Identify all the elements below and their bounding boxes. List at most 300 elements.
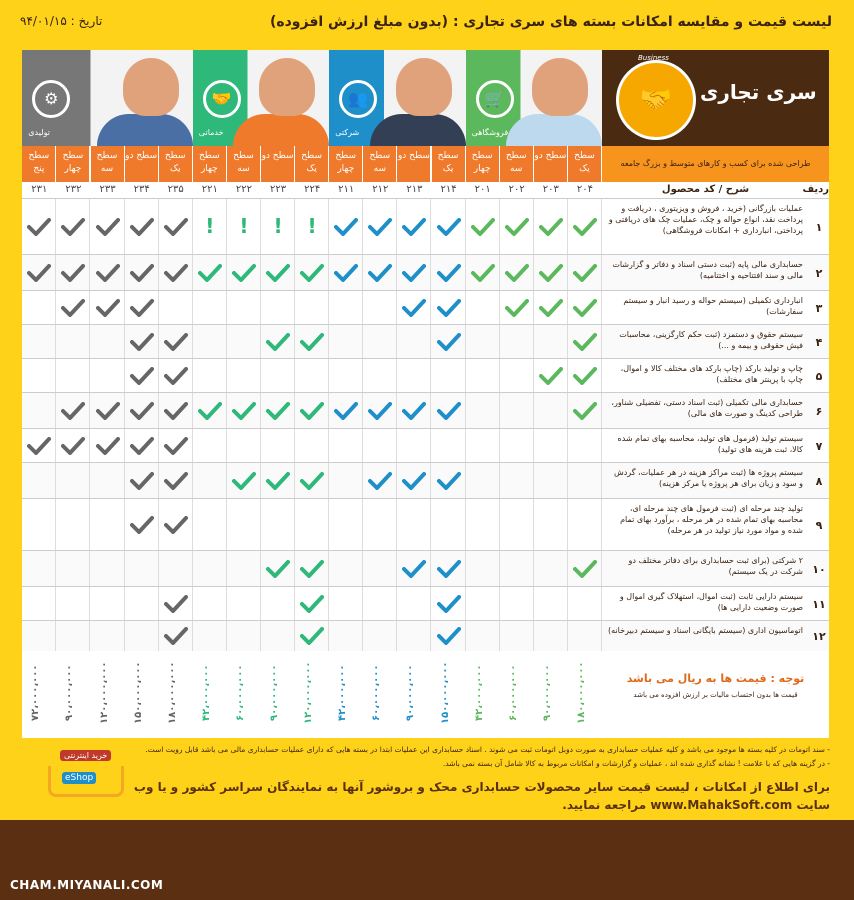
level-header: سطح پنج — [22, 146, 55, 182]
grid-cell — [22, 587, 56, 621]
check-icon — [164, 472, 188, 490]
grid-cell — [466, 499, 500, 551]
check-icon — [402, 264, 426, 282]
row-number: ۴ — [815, 335, 823, 349]
product-code: ۲۱۳ — [406, 184, 423, 195]
table-row — [22, 358, 829, 393]
grid-cell — [193, 291, 227, 325]
person-body — [370, 114, 466, 146]
level-header: سطح یک — [568, 146, 601, 182]
check-icon — [232, 472, 256, 490]
check-icon — [164, 516, 188, 534]
grid-cell — [22, 551, 56, 587]
price-value: ۱۵۰،۰۰۰،۰۰۰ — [439, 661, 451, 725]
feature-description: چاپ و تولید بارکد (چاپ بارکد های مختلف کالا و اموال، چاپ با پرینتر های مختلف) — [620, 364, 803, 384]
check-icon — [96, 437, 120, 455]
check-icon — [573, 367, 597, 385]
grid-cell — [227, 551, 261, 587]
grid-cell — [56, 463, 90, 499]
check-icon — [266, 560, 290, 578]
grid-cell — [22, 359, 56, 393]
check-icon — [402, 218, 426, 236]
grid-cell — [56, 621, 90, 651]
category-label: تولیدی — [28, 128, 50, 137]
price-note-title: توجه : قیمت ها به ریال می باشد — [626, 672, 805, 685]
check-icon — [61, 299, 85, 317]
grid-cell — [22, 621, 56, 651]
grid-cell — [91, 551, 125, 587]
check-icon — [130, 264, 154, 282]
grid-cell — [261, 587, 295, 621]
grid-cell — [22, 463, 56, 499]
level-header: سطح دو — [397, 146, 430, 182]
handshake-icon: 🤝 — [616, 60, 696, 140]
product-code: ۲۱۴ — [440, 184, 457, 195]
price-value: ۹۰،۰۰۰،۰۰۰ — [541, 664, 553, 722]
row-number: ۶ — [815, 404, 823, 418]
grid-cell — [261, 359, 295, 393]
check-icon — [96, 402, 120, 420]
grid-cell — [432, 499, 466, 551]
person-photo — [532, 58, 588, 116]
check-icon — [61, 218, 85, 236]
product-code: ۲۱۲ — [372, 184, 389, 195]
feature-description: ۲ شرکتی (برای ثبت حسابداری برای دفاتر مختلف دو شرکت در یک سیستم) — [628, 556, 803, 576]
check-icon — [368, 472, 392, 490]
grid-cell — [363, 551, 397, 587]
check-icon — [266, 472, 290, 490]
grid-cell — [568, 429, 602, 463]
people-icon: 👥 — [339, 80, 377, 118]
feature-description: سیستم تولید (فرمول های تولید، محاسبه بهای تمام شده کالا، ثبت هزینه های تولید) — [617, 434, 803, 454]
grid-cell — [397, 429, 431, 463]
check-icon — [334, 402, 358, 420]
check-icon — [164, 264, 188, 282]
grid-cell — [500, 551, 534, 587]
check-icon — [539, 299, 563, 317]
shop-label: خرید اینترنتی — [60, 750, 111, 761]
price-value: ۱۸۰،۰۰۰،۰۰۰ — [575, 661, 587, 725]
category-label: فروشگاهی — [471, 128, 509, 137]
grid-cell — [534, 587, 568, 621]
check-icon — [61, 402, 85, 420]
product-code: ۲۰۴ — [576, 184, 593, 195]
level-header: سطح دو — [534, 146, 567, 182]
person-photo — [259, 58, 315, 116]
check-icon — [573, 264, 597, 282]
check-icon — [437, 218, 461, 236]
check-icon — [27, 218, 51, 236]
check-icon — [266, 333, 290, 351]
feature-description: تولید چند مرحله ای (ثبت فرمول های چند مرحله ای، محاسبه بهای تمام شده در هر مرحله ، برآورد بهای تمام شده و مواد مورد نیاز تولید در هر مرحله) — [620, 504, 803, 535]
grid-cell — [56, 587, 90, 621]
check-icon — [573, 218, 597, 236]
check-icon — [573, 333, 597, 351]
grid-cell — [22, 325, 56, 359]
check-icon — [539, 264, 563, 282]
price-value: ۱۸۰،۰۰۰،۰۰۰ — [166, 661, 178, 725]
price-value: ۹۰،۰۰۰،۰۰۰ — [269, 664, 280, 722]
table-row — [22, 198, 829, 255]
brand-intro: طراحی شده برای کسب و کارهای متوسط و بزرگ جامعه — [602, 146, 829, 182]
check-icon — [437, 472, 461, 490]
grid-cell — [329, 463, 363, 499]
grid-cell — [125, 587, 159, 621]
product-code: ۲۲۱ — [201, 184, 218, 195]
level-header: سطح یک — [432, 146, 465, 182]
grid-cell — [227, 291, 261, 325]
check-icon — [232, 264, 256, 282]
check-icon — [334, 264, 358, 282]
grid-cell — [329, 587, 363, 621]
grid-cell — [363, 325, 397, 359]
check-icon — [164, 402, 188, 420]
check-icon — [471, 218, 495, 236]
price-value: ۱۲۰،۰۰۰،۰۰۰ — [98, 661, 110, 725]
person-body — [97, 114, 193, 146]
grid-cell — [261, 291, 295, 325]
feature-description: اتوماسیون اداری (سیستم بایگانی اسناد و سیستم دبیرخانه) — [608, 626, 803, 635]
exclamation-icon: ! — [307, 214, 317, 238]
category-band-2 — [193, 50, 329, 146]
table-row — [22, 620, 829, 651]
table-row — [22, 254, 829, 291]
grid-cell — [397, 587, 431, 621]
grid-cell — [568, 621, 602, 651]
price-value: ۶۰،۰۰۰،۰۰۰ — [507, 664, 519, 722]
grid-cell — [329, 551, 363, 587]
product-code: ۲۳۳ — [99, 184, 116, 195]
check-icon — [266, 264, 290, 282]
product-code: ۲۰۲ — [508, 184, 525, 195]
check-icon — [130, 437, 154, 455]
grid-cell — [500, 359, 534, 393]
product-code: ۲۳۲ — [65, 184, 82, 195]
row-number: ۷ — [815, 439, 823, 453]
grid-cell — [500, 429, 534, 463]
product-code: ۲۲۴ — [304, 184, 321, 195]
grid-cell — [466, 463, 500, 499]
grid-cell — [159, 291, 193, 325]
table-row — [22, 428, 829, 463]
grid-cell — [22, 393, 56, 429]
top-bar — [0, 0, 854, 44]
grid-cell — [125, 551, 159, 587]
price-note-sub: قیمت ها بدون احتساب مالیات بر ارزش افزوده می باشد — [633, 691, 798, 699]
check-icon — [96, 299, 120, 317]
check-icon — [300, 333, 324, 351]
exclamation-icon: ! — [205, 214, 215, 238]
price-value: ۷۲،۰۰۰،۰۰۰ — [30, 664, 42, 722]
brand-tagline: Business — [638, 54, 669, 62]
grid-cell — [125, 621, 159, 651]
exclamation-icon: ! — [273, 214, 283, 238]
product-code: ۲۰۱ — [474, 184, 491, 195]
check-icon — [402, 402, 426, 420]
footnote-2: - در گزینه هایی که با علامت ! نشانه گذاری شده اند ، عملیات و گزارشات و امکانات مربوط به کالا شامل آن بسته نمی باشد. — [442, 759, 830, 768]
grid-cell — [261, 621, 295, 651]
grid-cell — [534, 393, 568, 429]
grid-cell — [397, 499, 431, 551]
check-icon — [437, 595, 461, 613]
product-code: ۲۲۲ — [235, 184, 252, 195]
row-number: ۵ — [815, 369, 823, 383]
product-code: ۲۳۱ — [31, 184, 48, 195]
grid-cell — [91, 587, 125, 621]
row-number: ۳ — [815, 301, 823, 315]
price-value: ۴۲،۰۰۰،۰۰۰ — [337, 664, 349, 722]
row-number: ۹ — [815, 518, 823, 532]
check-icon — [300, 595, 324, 613]
brand-panel — [602, 50, 829, 146]
grid-cell — [466, 551, 500, 587]
level-header: سطح دو — [125, 146, 158, 182]
row-number-header: ردیف — [802, 184, 829, 195]
check-icon — [437, 402, 461, 420]
feature-description: حسابداری مالی تکمیلی (ثبت اسناد دستی، تفضیلی شناور، طراحی کدینگ و صورت های مالی) — [611, 398, 803, 418]
price-value: ۴۲،۰۰۰،۰۰۰ — [200, 664, 212, 722]
grid-cell — [261, 429, 295, 463]
grid-cell — [91, 325, 125, 359]
grid-cell — [500, 499, 534, 551]
check-icon — [130, 299, 154, 317]
grid-cell — [363, 429, 397, 463]
price-note — [602, 650, 829, 736]
person-photo — [123, 58, 179, 116]
grid-cell — [91, 499, 125, 551]
grid-cell — [500, 463, 534, 499]
check-icon — [96, 264, 120, 282]
page-title: لیست قیمت و مقایسه امکانات بسته های سری تجاری : (بدون مبلغ ارزش افزوده) — [269, 14, 832, 30]
grid-cell — [500, 325, 534, 359]
grid-cell — [329, 359, 363, 393]
check-icon — [61, 264, 85, 282]
row-number: ۲ — [815, 266, 823, 280]
grid-cell — [363, 359, 397, 393]
check-icon — [27, 264, 51, 282]
level-header: سطح یک — [159, 146, 192, 182]
price-value: ۶۰،۰۰۰،۰۰۰ — [234, 664, 246, 722]
grid-cell — [466, 291, 500, 325]
product-code: ۲۱۱ — [338, 184, 355, 195]
grid-cell — [397, 621, 431, 651]
gear-icon: ⚙ — [32, 80, 70, 118]
grid-cell — [295, 499, 329, 551]
person-photo — [396, 58, 452, 116]
check-icon — [505, 264, 529, 282]
check-icon — [164, 595, 188, 613]
check-icon — [573, 560, 597, 578]
category-label: خدماتی — [198, 128, 224, 137]
grid-cell — [227, 499, 261, 551]
check-icon — [164, 367, 188, 385]
table-row — [22, 498, 829, 551]
grid-cell — [193, 463, 227, 499]
row-number: ۸ — [815, 474, 823, 488]
price-value: ۱۵۰،۰۰۰،۰۰۰ — [132, 661, 144, 725]
table-row — [22, 324, 829, 359]
grid-cell — [466, 359, 500, 393]
grid-cell — [227, 621, 261, 651]
grid-cell — [363, 621, 397, 651]
price-value: ۱۲۰،۰۰۰،۰۰۰ — [303, 661, 315, 725]
feature-description: حسابداری مالی پایه (ثبت دستی اسناد و دفاتر و گزارشات مالی و سند افتتاحیه و اختتامیه) — [612, 260, 803, 280]
grid-cell — [534, 463, 568, 499]
check-icon — [402, 472, 426, 490]
handshake-icon: 🤝 — [203, 80, 241, 118]
person-body — [233, 114, 329, 146]
grid-cell — [500, 621, 534, 651]
check-icon — [573, 402, 597, 420]
level-header: سطح سه — [91, 146, 124, 182]
grid-cell — [568, 587, 602, 621]
level-header: سطح دو — [261, 146, 294, 182]
check-icon — [402, 560, 426, 578]
row-number: ۱ — [815, 220, 823, 234]
grid-cell — [91, 621, 125, 651]
category-band-0 — [466, 50, 602, 146]
check-icon — [437, 333, 461, 351]
feature-description: عملیات بازرگانی (خرید ، فروش و ویزیتوری ، دریافت و پرداخت نقد، انواع حواله و چک، عملیات چک های دریافتی و پرداختی، انبارداری + امکانات فروشگاهی) — [608, 204, 803, 235]
grid-cell — [193, 429, 227, 463]
feature-description: سیستم دارایی ثابت (ثبت اموال، استهلاک گیری اموال و صورت وضعیت دارایی ها) — [619, 592, 803, 612]
level-header: سطح چهار — [329, 146, 362, 182]
level-header: سطح چهار — [193, 146, 226, 182]
price-value: ۹۰،۰۰۰،۰۰۰ — [64, 664, 76, 722]
grid-cell — [227, 359, 261, 393]
contact-text: برای اطلاع از امکانات ، لیست قیمت سایر محصولات حسابداری محک و بروشور آنها به نمایندگان سراسر کشور و یا وب سایت www.MahakSoft.com مراجعه نمایید. — [133, 780, 830, 812]
level-header: سطح سه — [500, 146, 533, 182]
check-icon — [266, 402, 290, 420]
level-header: سطح سه — [227, 146, 260, 182]
row-number: ۱۱ — [812, 597, 826, 611]
check-icon — [437, 299, 461, 317]
brand-name: سری تجاری — [700, 80, 817, 104]
category-band-3 — [22, 50, 193, 146]
check-icon — [164, 333, 188, 351]
check-icon — [198, 264, 222, 282]
grid-cell — [534, 429, 568, 463]
grid-cell — [91, 359, 125, 393]
feature-description: سیستم حقوق و دستمزد (ثبت حکم کارگزینی، محاسبات فیش حقوقی و بیمه و ...) — [619, 330, 803, 350]
product-code: ۲۳۴ — [133, 184, 150, 195]
check-icon — [539, 367, 563, 385]
check-icon — [437, 627, 461, 645]
grid-cell — [193, 587, 227, 621]
check-icon — [96, 218, 120, 236]
product-code: ۲۳۵ — [167, 184, 184, 195]
cart-icon: 🛒 — [476, 80, 514, 118]
grid-cell — [363, 587, 397, 621]
grid-cell — [568, 463, 602, 499]
grid-cell — [261, 499, 295, 551]
check-icon — [130, 402, 154, 420]
grid-cell — [56, 325, 90, 359]
check-icon — [334, 218, 358, 236]
product-code: ۲۰۳ — [542, 184, 559, 195]
grid-cell — [466, 393, 500, 429]
grid-cell — [227, 429, 261, 463]
check-icon — [437, 560, 461, 578]
grid-cell — [534, 499, 568, 551]
grid-cell — [329, 621, 363, 651]
row-number: ۱۲ — [812, 629, 826, 643]
grid-cell — [397, 325, 431, 359]
eshop-link[interactable] — [40, 750, 130, 810]
grid-cell — [363, 499, 397, 551]
grid-cell — [432, 359, 466, 393]
category-band-1 — [329, 50, 465, 146]
grid-cell — [56, 499, 90, 551]
shop-badge: eShop — [62, 772, 96, 784]
grid-cell — [568, 499, 602, 551]
check-icon — [61, 437, 85, 455]
grid-cell — [466, 325, 500, 359]
check-icon — [130, 367, 154, 385]
level-header: سطح سه — [363, 146, 396, 182]
grid-cell — [56, 551, 90, 587]
price-value: ۴۲،۰۰۰،۰۰۰ — [473, 664, 485, 722]
check-icon — [505, 299, 529, 317]
check-icon — [27, 437, 51, 455]
check-icon — [402, 299, 426, 317]
check-icon — [505, 218, 529, 236]
feature-description: انبارداری تکمیلی (سیستم حواله و رسید انبار و سیستم سفارشات) — [623, 296, 803, 316]
check-icon — [300, 402, 324, 420]
grid-cell — [534, 551, 568, 587]
grid-cell — [22, 291, 56, 325]
grid-cell — [500, 393, 534, 429]
grid-cell — [329, 291, 363, 325]
check-icon — [300, 264, 324, 282]
grid-cell — [432, 429, 466, 463]
row-number: ۱۰ — [812, 562, 826, 576]
check-icon — [198, 402, 222, 420]
grid-cell — [329, 429, 363, 463]
check-icon — [539, 218, 563, 236]
check-icon — [300, 472, 324, 490]
footnote-1: - سند اتومات در کلیه بسته ها موجود می باشد و کلیه عملیات حسابداری به صورت دوبل اتومات ثبت می شوند . اسناد حسابداری این عملیات ابتدا در بسته هایی که دارای عملیات حسابداری مالی می باشد قابل رویت است. — [145, 745, 830, 754]
grid-cell — [56, 359, 90, 393]
grid-cell — [329, 325, 363, 359]
check-icon — [130, 472, 154, 490]
grid-cell — [227, 325, 261, 359]
grid-cell — [397, 359, 431, 393]
grid-cell — [466, 621, 500, 651]
check-icon — [437, 264, 461, 282]
grid-cell — [500, 587, 534, 621]
price-table — [22, 50, 829, 738]
grid-cell — [295, 291, 329, 325]
table-row — [22, 392, 829, 429]
grid-cell — [534, 325, 568, 359]
grid-cell — [363, 291, 397, 325]
grid-cell — [466, 429, 500, 463]
price-value: ۶۰،۰۰۰،۰۰۰ — [371, 664, 383, 722]
grid-cell — [193, 621, 227, 651]
check-icon — [164, 627, 188, 645]
level-header: سطح چهار — [466, 146, 499, 182]
check-icon — [130, 333, 154, 351]
check-icon — [368, 264, 392, 282]
grid-cell — [193, 551, 227, 587]
grid-cell — [91, 463, 125, 499]
table-row — [22, 462, 829, 499]
grid-cell — [193, 359, 227, 393]
check-icon — [300, 627, 324, 645]
person-body — [506, 114, 602, 146]
grid-cell — [227, 587, 261, 621]
